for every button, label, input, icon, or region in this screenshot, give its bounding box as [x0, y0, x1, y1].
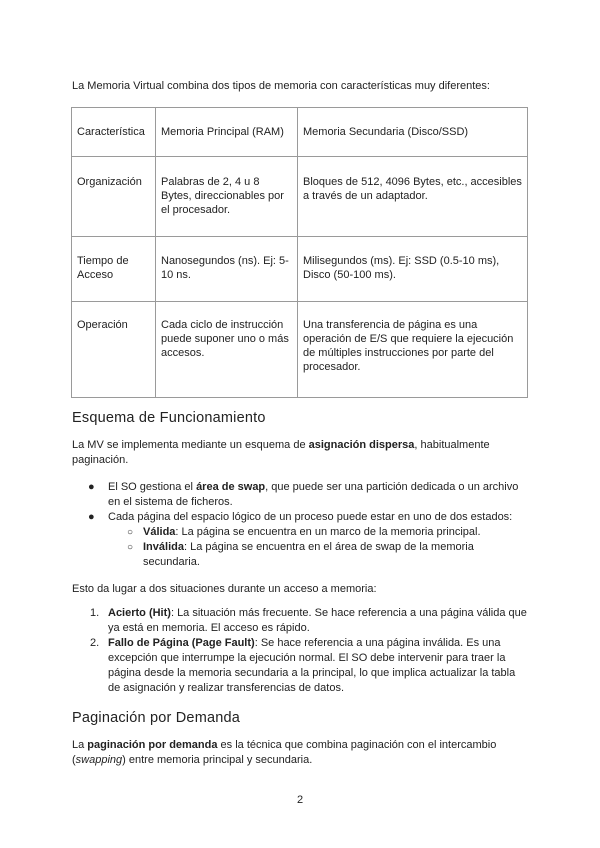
memory-comparison-table [71, 107, 528, 398]
cell-secundaria: Una transferencia de página es una operación de E/S que requiere la ejecución de múltiples instrucciones por parte del procesador. [298, 302, 528, 398]
row-label: Organización [72, 157, 156, 237]
list-item: ● Cada página del espacio lógico de un proceso puede estar en uno de dos estados: ○ Válida: La página se encuentra en un marco de la memoria principal. ○ Inválida: La página se encuentra en el área de swap de la memoria secundaria. [72, 510, 530, 570]
cell-secundaria: Milisegundos (ms). Ej: SSD (0.5-10 ms), Disco (50-100 ms). [298, 237, 528, 302]
row-label: Tiempo de Acceso [72, 237, 156, 302]
intro-paragraph: La Memoria Virtual combina dos tipos de memoria con características muy diferentes: [72, 80, 490, 92]
list-item: ● El SO gestiona el área de swap, que puede ser una partición dedicada o un archivo en el sistema de ficheros. [88, 481, 519, 508]
row-label: Operación [72, 302, 156, 398]
cell-ram: Nanosegundos (ns). Ej: 5-10 ns. [156, 237, 298, 302]
item-number: 1. [90, 607, 100, 619]
list-item: 2. Fallo de Página (Page Fault): Se hace referencia a una página inválida. Es una excepción que interrumpe la ejecución normal. El SO debe intervenir para traer la página desde la memoria secundaria a la principal, lo que implica actualizar la tabla de asignación y realizar transferencias de datos. [90, 637, 516, 694]
cell-ram: Palabras de 2, 4 u 8 Bytes, direccionables por el procesador. [156, 157, 298, 237]
table-header-row [72, 108, 528, 157]
section-heading-esquema: Esquema de Funcionamiento [72, 410, 266, 426]
header-ram: Memoria Principal (RAM) [156, 108, 298, 157]
table-row [72, 302, 528, 398]
paragraph-situaciones: Esto da lugar a dos situaciones durante un acceso a memoria: [72, 583, 377, 595]
numbered-list [72, 606, 530, 696]
table-row [72, 237, 528, 302]
section-heading-paginacion: Paginación por Demanda [72, 710, 241, 726]
header-caracteristica: Característica [72, 108, 156, 157]
cell-secundaria: Bloques de 512, 4096 Bytes, etc., accesibles a través de un adaptador. [298, 157, 528, 237]
bullet-icon: ● [88, 511, 95, 523]
bullet-list [72, 480, 530, 570]
cell-ram: Cada ciclo de instrucción puede suponer uno o más accesos. [156, 302, 298, 398]
item-number: 2. [90, 637, 100, 649]
circle-bullet-icon: ○ [127, 542, 134, 553]
bullet-icon: ● [88, 481, 95, 493]
header-secundaria: Memoria Secundaria (Disco/SSD) [298, 108, 528, 157]
sub-list [108, 525, 530, 570]
list-item: 1. Acierto (Hit): La situación más frecuente. Se hace referencia a una página válida que ya está en memoria. El acceso es rápido. [90, 607, 527, 634]
paragraph-mv: La MV se implementa mediante un esquema de asignación dispersa, habitualmente paginación. [72, 439, 490, 466]
circle-bullet-icon: ○ [127, 527, 134, 538]
sub-list-item: ○ Inválida: La página se encuentra en el área de swap de la memoria secundaria. [127, 541, 474, 568]
sub-list-item: ○ Válida: La página se encuentra en un marco de la memoria principal. [127, 526, 481, 538]
table-row [72, 157, 528, 237]
page-number: 2 [296, 794, 304, 806]
paragraph-paginacion: La paginación por demanda es la técnica que combina paginación con el intercambio (swapping) entre memoria principal y secundaria. [72, 739, 497, 766]
